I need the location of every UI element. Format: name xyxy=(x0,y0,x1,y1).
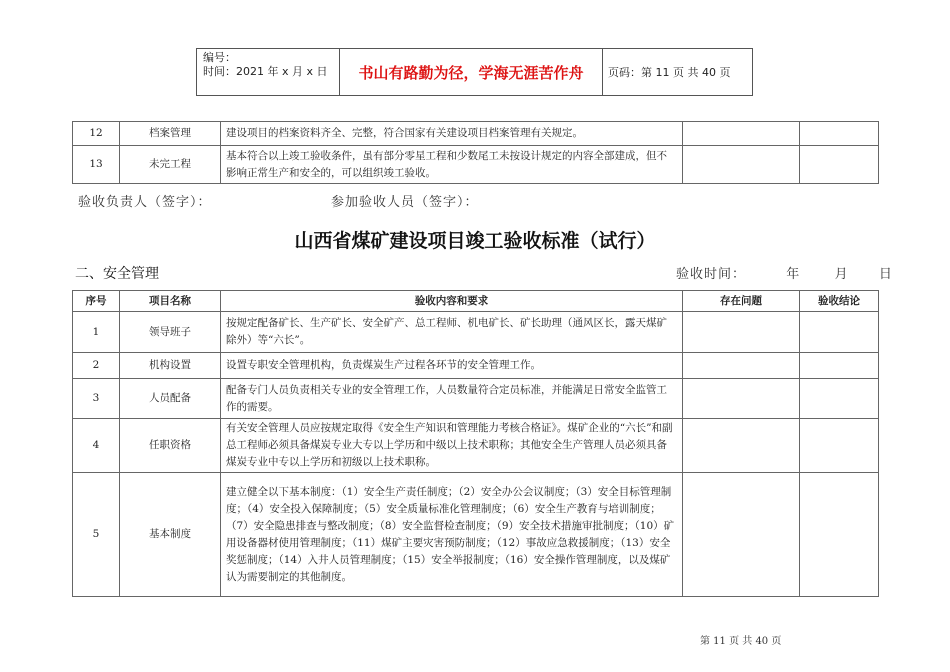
row-content: 基本符合以上竣工验收条件，虽有部分零星工程和少数尾工未按设计规定的内容全部建成，但不影响正常生产和安全的，可以组织竣工验收。 xyxy=(221,146,683,184)
row-item-name: 基本制度 xyxy=(120,473,221,597)
row-issues xyxy=(683,312,800,353)
leader-signature-label: 验收负责人（签字）： xyxy=(78,195,212,210)
table-row xyxy=(73,473,879,597)
page-title: 山西省煤矿建设项目竣工验收标准（试行） xyxy=(294,230,656,252)
row-content: 建立健全以下基本制度：（1）安全生产责任制度；（2）安全办公会议制度；（3）安全目标管理制度；（4）安全投入保障制度；（5）安全质量标准化管理制度；（6）安全生产教育与培训制度；（7）安全隐患排查与整改制度；（8）安全监督检查制度；（9）安全技术措施审批制度；（10）矿用设备器材使用管理制度；（11）煤矿主要灾害预防制度；（12）事故应急救援制度；（13）安全奖惩制度；（14）入井人员管理制度；（15）安全举报制度；（16）安全操作管理制度，以及煤矿认为需要制定的其他制度。 xyxy=(221,473,683,597)
row-conclusion xyxy=(800,353,879,379)
row-number: 13 xyxy=(73,146,120,184)
row-item-name: 档案管理 xyxy=(120,122,221,146)
row-conclusion xyxy=(800,419,879,473)
row-conclusion xyxy=(800,312,879,353)
header-page-label: 页码：第 11 页 共 40 页 xyxy=(608,66,731,79)
table-row xyxy=(73,379,879,419)
row-content: 建设项目的档案资料齐全、完整，符合国家有关建设项目档案管理有关规定。 xyxy=(221,122,683,146)
row-issues xyxy=(683,122,800,146)
row-item-name: 机构设置 xyxy=(120,353,221,379)
serial-label: 编号： xyxy=(203,51,236,64)
row-conclusion xyxy=(800,473,879,597)
row-item-name: 未完工程 xyxy=(120,146,221,184)
row-content: 有关安全管理人员应按规定取得《安全生产知识和管理能力考核合格证》。煤矿企业的“六长”和副总工程师必须具备煤炭专业大专以上学历和中级以上技术职称；其他安全生产管理人员必须具备煤炭专业中专以上学历和初级以上技术职称。 xyxy=(221,419,683,473)
table-row xyxy=(73,312,879,353)
time-label: 时间：2021 年 x 月 x 日 xyxy=(203,65,328,78)
row-item-name: 任职资格 xyxy=(120,419,221,473)
row-number: 4 xyxy=(73,419,120,473)
row-number: 3 xyxy=(73,379,120,419)
table-row xyxy=(73,146,879,184)
participants-signature-label: 参加验收人员（签字）： xyxy=(331,195,479,210)
previous-table xyxy=(72,121,879,184)
row-number: 12 xyxy=(73,122,120,146)
acceptance-year: 年 xyxy=(786,267,801,282)
header-meta xyxy=(197,49,340,95)
table-row xyxy=(73,122,879,146)
page-header xyxy=(196,48,753,96)
row-conclusion xyxy=(800,146,879,184)
header-number: 序号 xyxy=(73,291,120,312)
acceptance-table xyxy=(72,290,879,597)
row-issues xyxy=(683,146,800,184)
section-heading: 二、安全管理 xyxy=(75,266,159,282)
acceptance-day: 日 xyxy=(878,267,893,282)
table-row xyxy=(73,353,879,379)
row-content: 设置专职安全管理机构，负责煤炭生产过程各环节的安全管理工作。 xyxy=(221,353,683,379)
row-number: 1 xyxy=(73,312,120,353)
header-conclusion: 验收结论 xyxy=(800,291,879,312)
row-issues xyxy=(683,419,800,473)
header-content: 验收内容和要求 xyxy=(221,291,683,312)
header-item-name: 项目名称 xyxy=(120,291,221,312)
header-issues: 存在问题 xyxy=(683,291,800,312)
row-item-name: 领导班子 xyxy=(120,312,221,353)
row-number: 2 xyxy=(73,353,120,379)
row-conclusion xyxy=(800,122,879,146)
header-motto: 书山有路勤为径，学海无涯苦作舟 xyxy=(340,49,603,95)
table-row xyxy=(73,419,879,473)
row-issues xyxy=(683,353,800,379)
row-issues xyxy=(683,473,800,597)
acceptance-time-label: 验收时间： xyxy=(676,267,747,282)
row-content: 按规定配备矿长、生产矿长、安全矿产、总工程师、机电矿长、矿长助理（通风区长，露天煤矿除外）等“六长”。 xyxy=(221,312,683,353)
row-issues xyxy=(683,379,800,419)
row-content: 配备专门人员负责相关专业的安全管理工作，人员数量符合定员标准，并能满足日常安全监管工作的需要。 xyxy=(221,379,683,419)
page-footer: 第 11 页 共 40 页 xyxy=(700,636,782,647)
table-header-row xyxy=(73,291,879,312)
row-conclusion xyxy=(800,379,879,419)
row-item-name: 人员配备 xyxy=(120,379,221,419)
acceptance-time xyxy=(676,263,893,282)
acceptance-month: 月 xyxy=(834,267,849,282)
row-number: 5 xyxy=(73,473,120,597)
